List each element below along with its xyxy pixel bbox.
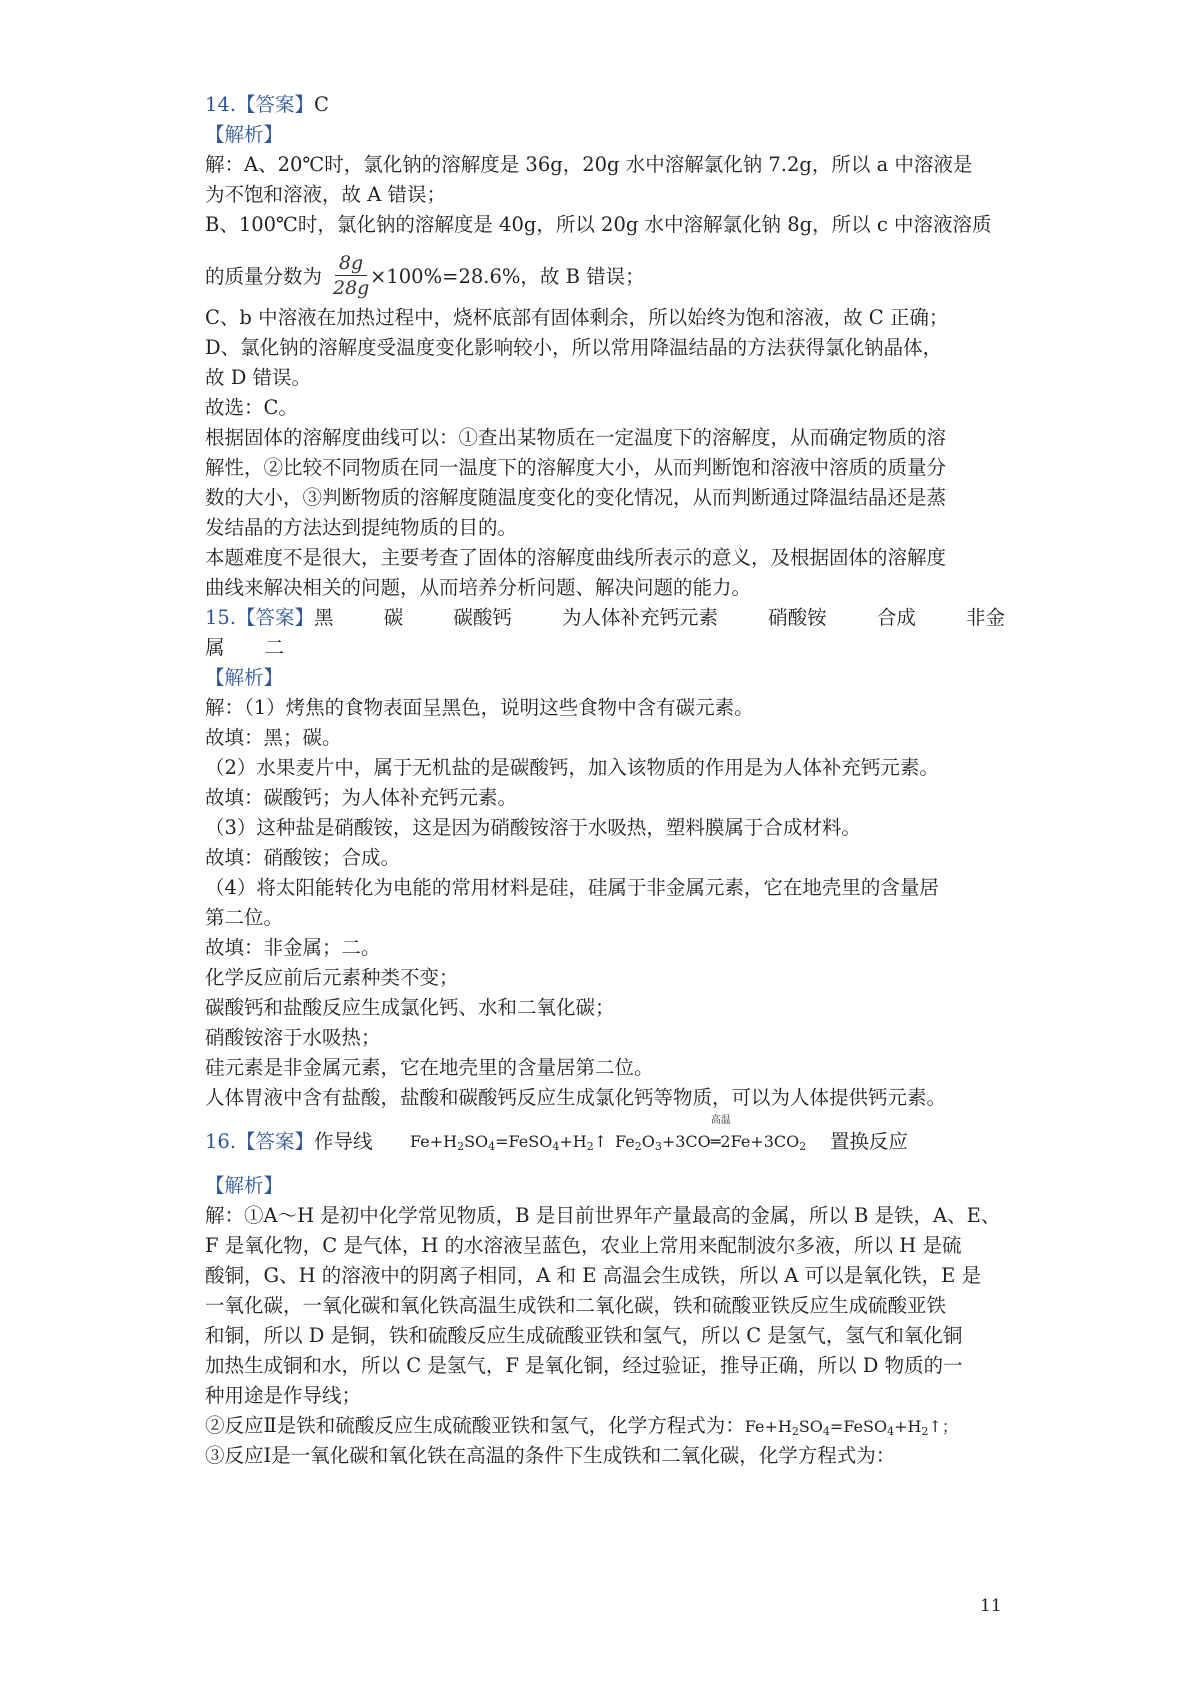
- q14-text-line: 数的大小，③判断物质的溶解度随温度变化的变化情况，从而判断通过降温结晶还是蒸: [205, 486, 947, 509]
- fraction-numerator: 8g: [338, 252, 364, 274]
- q15-answer: 碳: [383, 606, 404, 629]
- q15-answer: 非金: [965, 606, 1005, 629]
- q14-text-line: 为不饱和溶液，故 A 错误；: [205, 183, 446, 206]
- q16-text-line: F 是氧化物，C 是气体，H 的水溶液呈蓝色，农业上常用来配制波尔多液，所以 H 是硫: [205, 1234, 962, 1257]
- q16-answer-line: [205, 1115, 1005, 1155]
- q16-text-line: ③反应Ⅰ是一氧化碳和氧化铁在高温的条件下生成铁和二氧化碳，化学方程式为：: [205, 1444, 896, 1467]
- fraction: [333, 252, 369, 299]
- q15-text-line: 故填：黑；碳。: [205, 726, 342, 749]
- q16-text-line: 一氧化碳，一氧化碳和氧化铁高温生成铁和二氧化碳，铁和硫酸亚铁反应生成硫酸亚铁: [205, 1294, 947, 1317]
- q14-answer: C: [314, 93, 329, 116]
- mass-fraction-label: 的质量分数为: [205, 265, 323, 288]
- q15-text-line: 硅元素是非金属元素，它在地壳里的含量居第二位。: [205, 1056, 654, 1079]
- q15-text-line: （2）水果麦片中，属于无机盐的是碳酸钙，加入该物质的作用是为人体补充钙元素。: [205, 756, 939, 779]
- q15-answer: 硝酸铵: [768, 606, 827, 629]
- q15-text-line: （3）这种盐是硝酸铵，这是因为硝酸铵溶于水吸热，塑料膜属于合成材料。: [205, 816, 861, 839]
- q15-text-line: 碳酸钙和盐酸反应生成氯化钙、水和二氧化碳；: [205, 996, 615, 1019]
- q15-answer: 黑: [314, 606, 334, 629]
- q14-text-line: 本题难度不是很大，主要考查了固体的溶解度曲线所表示的意义，及根据固体的溶解度: [205, 546, 947, 569]
- q14-text-line: B、100℃时，氯化钠的溶解度是 40g，所以 20g 水中溶解氯化钠 8g，所以 c 中溶液溶质: [205, 213, 992, 236]
- q15-answer: 属: [205, 636, 225, 659]
- q15-text-line: 解：（1）烤焦的食物表面呈黑色，说明这些食物中含有碳元素。: [205, 696, 754, 719]
- q15-text-line: 人体胃液中含有盐酸，盐酸和碳酸钙反应生成氯化钙等物质，可以为人体提供钙元素。: [205, 1086, 947, 1109]
- q14-text-line: 故 D 错误。: [205, 366, 312, 389]
- q15-text-line: 故填：碳酸钙；为人体补充钙元素。: [205, 786, 518, 809]
- q15-analysis-tag: 【解析】: [205, 666, 284, 689]
- page-number: 11: [980, 1596, 1002, 1616]
- q16-answer-tag: 【答案】: [236, 1130, 315, 1153]
- q14-number: 14.: [205, 93, 237, 116]
- q16-text-line: 和铜，所以 D 是铜，铁和硫酸反应生成硫酸亚铁和氢气，所以 C 是氢气，氢气和氧化铜: [205, 1324, 963, 1347]
- q16-equation-1: $Fe+H_2SO_4=FeSO_4+H_2↑$: [410, 1132, 608, 1153]
- q16-text-line: ②反应Ⅱ是铁和硫酸反应生成硫酸亚铁和氢气，化学方程式为：$Fe+H_2SO_4=FeSO_4+H_2↑$；: [205, 1414, 958, 1438]
- q15-text-line: 化学反应前后元素种类不变；: [205, 966, 459, 989]
- q14-text-line: 发结晶的方法达到提纯物质的目的。: [205, 516, 518, 539]
- q14-analysis-tag: 【解析】: [205, 123, 284, 146]
- q16-answer: 置换反应: [830, 1130, 909, 1153]
- q14-text-line: 故选：C。: [205, 396, 298, 419]
- fraction-denominator: 28g: [333, 277, 370, 299]
- q14-text-line: 曲线来解决相关的问题，从而培养分析问题、解决问题的能力。: [205, 576, 752, 599]
- q14-text-line: [205, 264, 645, 290]
- q16-answer: 作导线: [314, 1130, 373, 1153]
- q16-text-line: 解：①A～H 是初中化学常见物质，B 是目前世界年产量最高的金属，所以 B 是铁，A、E、: [205, 1204, 1001, 1227]
- q14-answer-line: [205, 92, 329, 118]
- q15-answer-line: [205, 605, 1005, 631]
- q15-text-line: （4）将太阳能转化为电能的常用材料是硅，硅属于非金属元素，它在地壳里的含量居: [205, 876, 939, 899]
- q16-equation-inline: $Fe+H_2SO_4=FeSO_4+H_2↑$；: [744, 1417, 958, 1438]
- q16-text-line: 加热生成铜和水，所以 C 是氢气，F 是氧化铜，经过验证，推导正确，所以 D 物质的一: [205, 1354, 963, 1377]
- q15-number: 15.: [205, 606, 237, 629]
- reaction-condition: 高温 ═: [710, 1115, 731, 1151]
- q16-text-line: 种用途是作导线；: [205, 1384, 362, 1407]
- fraction-bar: [335, 275, 367, 276]
- q15-text-line: 故填：硝酸铵；合成。: [205, 846, 401, 869]
- q16-equation-2: $Fe_2O_3+3CO$ 高温 $═2Fe+3CO_2$: [615, 1115, 807, 1153]
- q16-analysis-tag: 【解析】: [205, 1174, 284, 1197]
- q15-answer-continued: [205, 635, 284, 661]
- q14-text-line: D、氯化钠的溶解度受温度变化影响较小，所以常用降温结晶的方法获得氯化钠晶体，: [205, 336, 943, 359]
- mass-fraction-result: ×100%=28.6%，故 B 错误；: [370, 265, 645, 288]
- q15-text-line: 故填：非金属；二。: [205, 936, 381, 959]
- q14-answer-tag: 【答案】: [236, 93, 315, 116]
- q14-text-line: 解：A、20℃时，氯化钠的溶解度是 36g，20g 水中溶解氯化钠 7.2g，所以 a 中溶液是: [205, 153, 973, 176]
- q15-answer-tag: 【答案】: [236, 606, 315, 629]
- q14-text-line: C、b 中溶液在加热过程中，烧杯底部有固体剩余，所以始终为饱和溶液，故 C 正确；: [205, 306, 949, 329]
- q15-answer: 二: [264, 636, 285, 659]
- q15-answer: 碳酸钙: [453, 606, 512, 629]
- q16-number: 16.: [205, 1130, 237, 1153]
- q15-answer: 为人体补充钙元素: [562, 606, 719, 629]
- q15-answer: 合成: [876, 606, 916, 629]
- q14-text-line: 解性，②比较不同物质在同一温度下的溶解度大小，从而判断饱和溶液中溶质的质量分: [205, 456, 947, 479]
- q15-text-line: 第二位。: [205, 906, 284, 929]
- q16-text-line: 酸铜，G、H 的溶液中的阴离子相同，A 和 E 高温会生成铁，所以 A 可以是氧化铁，E 是: [205, 1264, 982, 1287]
- q15-text-line: 硝酸铵溶于水吸热；: [205, 1026, 381, 1049]
- q14-text-line: 根据固体的溶解度曲线可以：①查出某物质在一定温度下的溶解度，从而确定物质的溶: [205, 426, 947, 449]
